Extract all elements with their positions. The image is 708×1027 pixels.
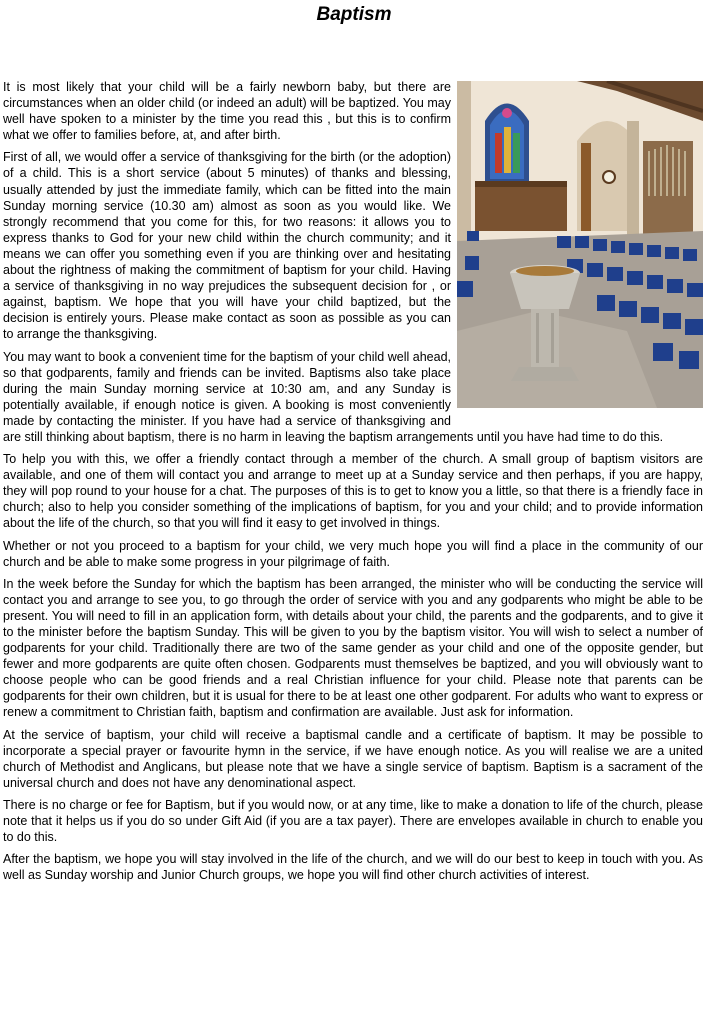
paragraph-3: You may want to book a convenient time for the baptism of your child well ahead, so that godparents, family and friends can be invited. Baptisms also take place during the main Sunday morning service at 10:30 am, and any Sunday is potentially available, if enough notice is given. A booking is most conveniently made by contacting the minister. If you have had a service of thanksgiving and are still thinking about baptism, there is no harm in leaving the baptism arrangements until you have had time to do this. bbox=[3, 349, 664, 444]
paragraph-8: There is no charge or fee for Baptism, but if you would now, or at any time, like to make a donation to life of the church, please note that it helps us if you do so under Gift Aid (if you are a tax payer). There are envelopes available in church to enable you to do this. bbox=[3, 797, 703, 845]
church-baptismal-font-photo bbox=[457, 81, 703, 408]
paragraph-1: It is most likely that your child will be a fairly newborn baby, but there are circumstances when an older child (or indeed an adult) will be baptized. You may well have spoken to a minister by the time you read this , but this is to confirm what we offer to families before, at, and after birth. bbox=[3, 80, 451, 143]
paragraph-5: Whether or not you proceed to a baptism for your child, we very much hope you will find a place in the community of our church and be able to make some progress in your pilgrimage of faith. bbox=[3, 538, 703, 569]
paragraph-9: After the baptism, we hope you will stay involved in the life of the church, and we will do our best to keep in touch with you. As well as Sunday worship and Junior Church groups, we hope you will find other church activities of interest. bbox=[3, 852, 703, 883]
paragraph-7: At the service of baptism, your child will receive a baptismal candle and a certificate of baptism. It may be possible to incorporate a special prayer or favourite hymn in the service, if we have enough notice. As you will realise we are a united church of Methodist and Anglicans, but please note that we have a single service of baptism. Baptism is a sacrament of the universal church and does not have any denominational aspect. bbox=[3, 727, 703, 790]
paragraph-2: First of all, we would offer a service of thanksgiving for the birth (or the adoption) of a child. This is a short service (about 5 minutes) of thanks and blessing, usually attended by just the immediate family, which can be fitted into the main Sunday morning service (10.30 am) almost as soon as you would like. We strongly recommend that you come for this, for two reasons: it allows you to express thanks to God for your new child within the church community; and it means we can offer you something even if you are thinking over and hesitating about the rightness of making the commitment of baptism for your child. Having a service of thanksgiving in no way prejudices the subsequent decision for , or against, baptism. We hope that you will have your child baptized, but the decision is entirely yours. Please make contact as soon as possible as you can to arrange the thanksgiving. bbox=[3, 150, 451, 342]
page-title: Baptism bbox=[316, 4, 392, 25]
article-body bbox=[3, 79, 703, 889]
paragraph-4: To help you with this, we offer a friendly contact through a member of the church. A small group of baptism visitors are available, and one of them will contact you and arrange to meet up at a Sunday service and then perhaps, if you are happy, they will pop round to your house for a chat. The purposes of this is to get to know you a little, so that there is a friendly face in church; also to help you consider something of the implications of baptism, for you and your child; and to provide information about the life of the church, so that you will find it easy to get involved in things. bbox=[3, 452, 703, 531]
paragraph-6: In the week before the Sunday for which the baptism has been arranged, the minister who will be conducting the service will contact you and arrange to see you, to go through the order of service with you and any godparents who might be able to be present. You will need to fill in an application form, with details about your child, the parents and the godparents, and to give it to the minister before the baptism Sunday. This will be given to you by the baptism visitor. You will wish to select a number of godparents for your child. Traditionally there are two of the same gender as your child and one of the opposite gender, but fewer and more godparents are quite often chosen. Godparents must themselves be baptized, and you will obviously want to choose people who can be good friends and a real Christian influence for your child. Please note that parents can be godparents for their own children, but it is usual for there to be at least one other godparent. For adults who want to express or renew a commitment to Christian faith, baptism and confirmation are available. Just ask for information. bbox=[3, 576, 703, 720]
